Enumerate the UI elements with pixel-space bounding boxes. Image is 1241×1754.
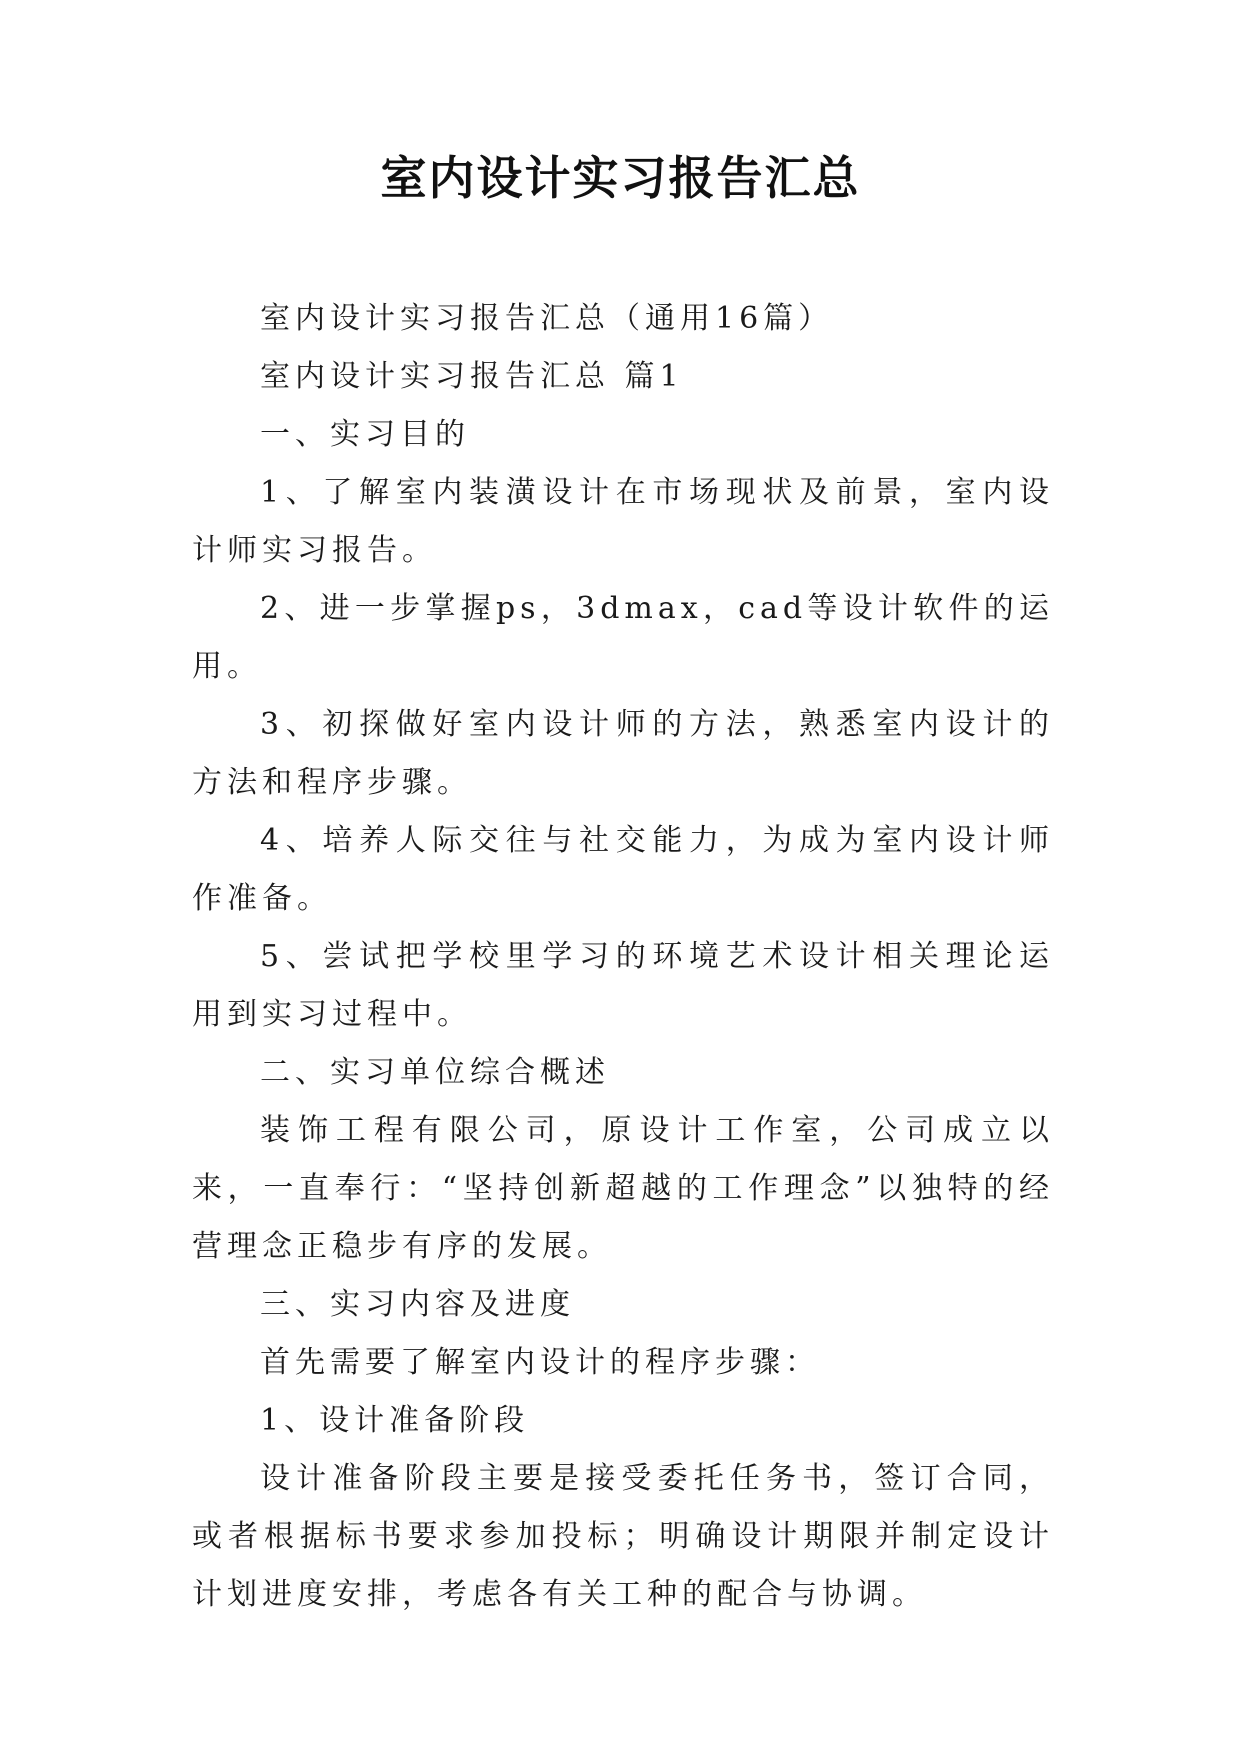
- paragraph: 装饰工程有限公司，原设计工作室，公司成立以来，一直奉行：“坚持创新超越的工作理念”以独特的经营理念正稳步有序的发展。: [192, 1113, 1054, 1264]
- section-heading: 一、实习目的: [260, 417, 470, 452]
- paragraph: 5、尝试把学校里学习的环境艺术设计相关理论运用到实习过程中。: [192, 939, 1054, 1032]
- section-heading: 二、实习单位综合概述: [260, 1055, 610, 1090]
- paragraph: 1、设计准备阶段: [260, 1403, 530, 1438]
- paragraph: 设计准备阶段主要是接受委托任务书，签订合同，或者根据标书要求参加投标；明确设计期限并制定设计计划进度安排，考虑各有关工种的配合与协调。: [192, 1461, 1054, 1612]
- paragraph: 2、进一步掌握ps，3dmax，cad等设计软件的运用。: [192, 591, 1054, 684]
- paragraph: 1、了解室内装潢设计在市场现状及前景，室内设计师实习报告。: [192, 475, 1054, 568]
- document-title: 室内设计实习报告汇总: [380, 151, 861, 205]
- section-heading: 三、实习内容及进度: [260, 1287, 575, 1322]
- paragraph: 室内设计实习报告汇总 篇1: [260, 359, 684, 394]
- document-body: [192, 290, 1054, 1624]
- paragraph: 4、培养人际交往与社交能力，为成为室内设计师作准备。: [192, 823, 1054, 916]
- paragraph: 首先需要了解室内设计的程序步骤：: [260, 1345, 820, 1380]
- paragraph: 3、初探做好室内设计师的方法，熟悉室内设计的方法和程序步骤。: [192, 707, 1054, 800]
- paragraph: 室内设计实习报告汇总（通用16篇）: [260, 301, 834, 336]
